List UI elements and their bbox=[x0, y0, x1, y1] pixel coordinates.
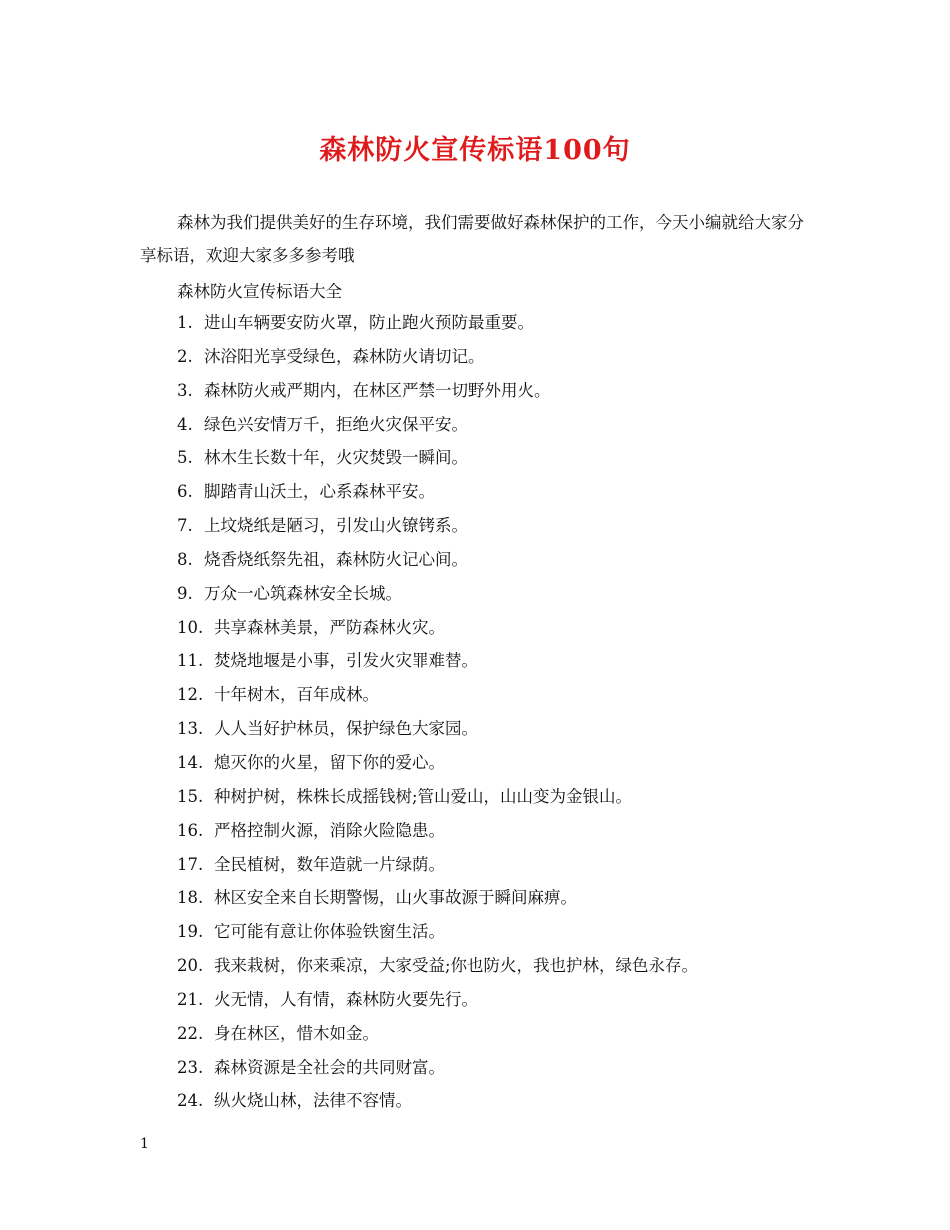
list-item bbox=[177, 480, 698, 514]
item-text: 全民植树，数年造就一片绿荫。 bbox=[214, 854, 445, 874]
list-item bbox=[177, 582, 698, 616]
item-number: 3. bbox=[177, 380, 193, 400]
item-number: 11. bbox=[177, 651, 204, 671]
item-text: 森林资源是全社会的共同财富。 bbox=[214, 1057, 445, 1077]
list-item bbox=[177, 413, 698, 447]
item-number: 22. bbox=[177, 1023, 204, 1043]
list-item bbox=[177, 954, 698, 988]
item-text: 严格控制火源，消除火险隐患。 bbox=[214, 820, 445, 840]
list-item bbox=[177, 853, 698, 887]
item-text: 共享森林美景，严防森林火灾。 bbox=[214, 617, 445, 637]
slogan-list bbox=[177, 311, 698, 1123]
item-text: 万众一心筑森林安全长城。 bbox=[204, 583, 402, 603]
item-number: 23. bbox=[177, 1057, 204, 1077]
list-item bbox=[177, 548, 698, 582]
list-item bbox=[177, 345, 698, 379]
item-text: 纵火烧山林，法律不容情。 bbox=[214, 1091, 412, 1111]
item-text: 人人当好护林员，保护绿色大家园。 bbox=[214, 719, 478, 739]
list-item bbox=[177, 886, 698, 920]
item-number: 9. bbox=[177, 583, 193, 603]
list-item bbox=[177, 683, 698, 717]
list-item bbox=[177, 1022, 698, 1056]
intro-paragraph: 森林为我们提供美好的生存环境，我们需要做好森林保护的工作，今天小编就给大家分享标语，欢迎大家多多参考哦 bbox=[140, 213, 804, 265]
page-number: 1 bbox=[140, 1136, 149, 1152]
item-text: 进山车辆要安防火罩，防止跑火预防最重要。 bbox=[204, 313, 534, 332]
item-text: 身在林区，惜木如金。 bbox=[214, 1023, 379, 1043]
item-number: 20. bbox=[177, 956, 204, 976]
item-number: 4. bbox=[177, 414, 193, 434]
item-text: 森林防火戒严期内，在林区严禁一切野外用火。 bbox=[204, 380, 551, 400]
item-number: 12. bbox=[177, 685, 204, 705]
list-item bbox=[177, 311, 698, 345]
list-item bbox=[177, 379, 698, 413]
list-item bbox=[177, 1056, 698, 1090]
document-title: 森林防火宣传标语100句 bbox=[319, 135, 631, 166]
item-number: 21. bbox=[177, 989, 204, 1009]
list-item bbox=[177, 616, 698, 650]
list-item bbox=[177, 717, 698, 751]
item-text: 绿色兴安情万千，拒绝火灾保平安。 bbox=[204, 414, 468, 434]
item-number: 18. bbox=[177, 888, 204, 908]
item-text: 熄灭你的火星，留下你的爱心。 bbox=[214, 752, 445, 772]
item-number: 24. bbox=[177, 1091, 204, 1111]
item-text: 焚烧地堰是小事，引发火灾罪难替。 bbox=[214, 651, 478, 671]
item-number: 1. bbox=[177, 313, 193, 332]
item-number: 6. bbox=[177, 482, 193, 502]
item-text: 林木生长数十年，火灾焚毁一瞬间。 bbox=[204, 448, 468, 468]
item-text: 林区安全来自长期警惕，山火事故源于瞬间麻痹。 bbox=[214, 888, 577, 908]
item-number: 10. bbox=[177, 617, 204, 637]
item-number: 5. bbox=[177, 448, 193, 468]
item-text: 种树护树，株株长成摇钱树;管山爱山，山山变为金银山。 bbox=[214, 786, 633, 806]
section-heading: 森林防火宣传标语大全 bbox=[177, 282, 342, 301]
item-number: 15. bbox=[177, 786, 204, 806]
item-text: 烧香烧纸祭先祖，森林防火记心间。 bbox=[204, 549, 468, 569]
list-item bbox=[177, 988, 698, 1022]
item-number: 2. bbox=[177, 346, 193, 366]
item-number: 8. bbox=[177, 549, 193, 569]
item-text: 十年树木，百年成林。 bbox=[214, 685, 379, 705]
item-text: 火无情，人有情，森林防火要先行。 bbox=[214, 989, 478, 1009]
list-item bbox=[177, 751, 698, 785]
item-number: 19. bbox=[177, 922, 204, 942]
item-text: 上坟烧纸是陋习，引发山火镣铐系。 bbox=[204, 516, 468, 536]
item-text: 我来栽树，你来乘凉，大家受益;你也防火，我也护林，绿色永存。 bbox=[214, 956, 699, 976]
item-number: 13. bbox=[177, 719, 204, 739]
list-item bbox=[177, 920, 698, 954]
list-item bbox=[177, 1089, 698, 1123]
item-number: 14. bbox=[177, 752, 204, 772]
item-number: 7. bbox=[177, 516, 193, 536]
item-number: 17. bbox=[177, 854, 204, 874]
list-item bbox=[177, 514, 698, 548]
list-item bbox=[177, 446, 698, 480]
item-text: 它可能有意让你体验铁窗生活。 bbox=[214, 922, 445, 942]
list-item bbox=[177, 819, 698, 853]
item-text: 沐浴阳光享受绿色，森林防火请切记。 bbox=[204, 346, 485, 366]
list-item bbox=[177, 649, 698, 683]
list-item bbox=[177, 785, 698, 819]
item-text: 脚踏青山沃土，心系森林平安。 bbox=[204, 482, 435, 502]
item-number: 16. bbox=[177, 820, 204, 840]
